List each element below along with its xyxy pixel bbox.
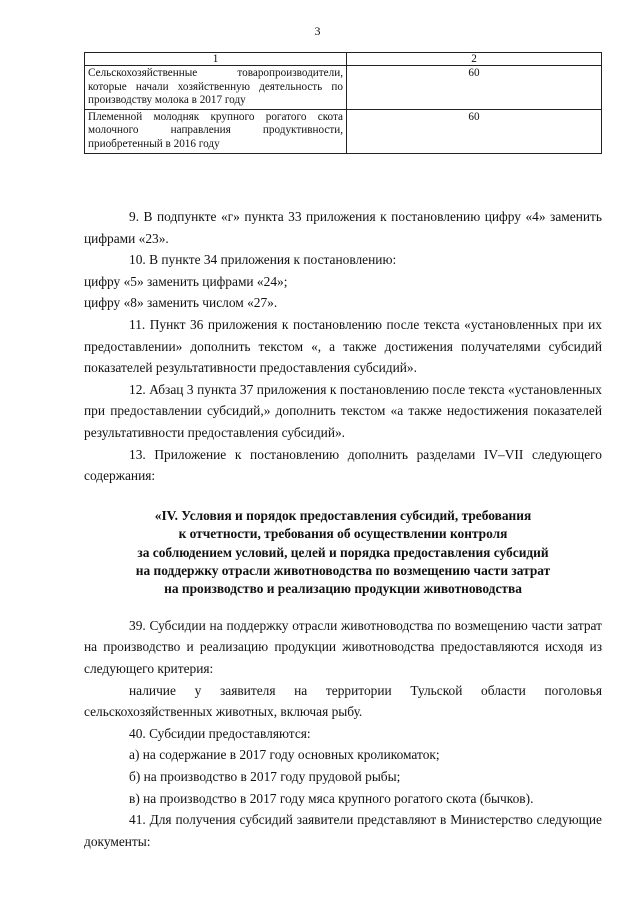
paragraph: 12. Абзац 3 пункта 37 приложения к постановлению после текста «установленных при предоставлении субсидий,» дополнить текстом «а также недостижения показателей результативности предоставления субсидий». (84, 381, 602, 440)
section-heading-line: на производство и реализацию продукции животноводства (164, 581, 522, 597)
paragraph: наличие у заявителя на территории Тульской области поголовья сельскохозяйственных животных, включая рыбу. (84, 682, 602, 720)
paragraph: 41. Для получения субсидий заявители представляют в Министерство следующие документы: (84, 812, 602, 849)
table-header-cell: 2 (347, 53, 602, 66)
table-row (85, 109, 602, 153)
section-heading-line: за соблюдением условий, целей и порядка предоставления субсидий (137, 544, 549, 560)
table-cell-label: Сельскохозяйственные товаропроизводители, которые начали хозяйственную деятельность по производству молока в 2017 году (85, 66, 347, 110)
table-row (85, 66, 602, 110)
table-cell-value: 60 (347, 109, 602, 153)
paragraph: б) на производство в 2017 году прудовой рыбы; (129, 768, 401, 784)
page-number: 3 (314, 24, 321, 38)
table-header-cell: 1 (85, 53, 347, 66)
paragraph: а) на содержание в 2017 году основных кроликоматок; (129, 747, 440, 763)
data-table (84, 52, 602, 154)
paragraph: 40. Субсидии предоставляются: (129, 725, 311, 741)
paragraph: 13. Приложение к постановлению дополнить разделами IV–VII следующего содержания: (84, 446, 602, 484)
table-cell-value: 60 (347, 66, 602, 110)
table-cell-label: Племенной молодняк крупного рогатого скота молочного направления продуктивности, приобретенный в 2016 году (85, 109, 347, 153)
paragraph: 9. В подпункте «г» пункта 33 приложения к постановлению цифру «4» заменить цифрами «23». (84, 209, 602, 246)
paragraph: 39. Субсидии на поддержку отрасли животноводства по возмещению части затрат на производство и реализацию продукции животноводства предоставляются исходя из следующего критерия: (84, 617, 602, 676)
section-heading-line: к отчетности, требования об осуществлении контроля (178, 526, 508, 542)
document-body (84, 206, 602, 852)
table-header-row (85, 53, 602, 66)
paragraph: 10. В пункте 34 приложения к постановлению: (129, 252, 397, 268)
section-heading-line: на поддержку отрасли животноводства по возмещению части затрат (135, 562, 551, 578)
paragraph: в) на производство в 2017 году мяса крупного рогатого скота (бычков). (129, 790, 534, 806)
paragraph: 11. Пункт 36 приложения к постановлению после текста «установленных при их предоставлении» дополнить текстом «, а также достижения получателями субсидий показателей результативности предоставления субсидий». (84, 316, 602, 376)
paragraph: цифру «8» заменить числом «27». (84, 295, 278, 311)
section-heading (84, 507, 602, 599)
section-heading-line: «IV. Условия и порядок предоставления субсидий, требования (154, 507, 532, 523)
paragraph: цифру «5» заменить цифрами «24»; (84, 273, 288, 289)
